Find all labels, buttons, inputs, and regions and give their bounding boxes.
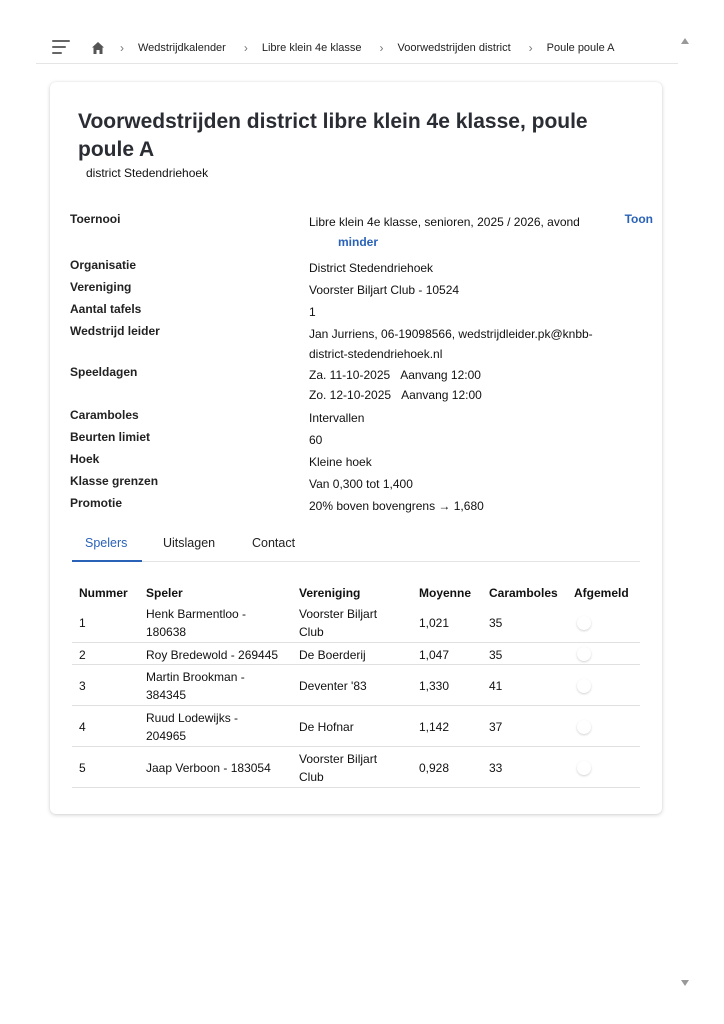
header-afgemeld: Afgemeld [574,586,629,600]
speler-number: 204965 [146,729,187,743]
table-row [72,602,640,643]
cell-moyenne: 1,330 [419,679,450,693]
table-row [72,665,640,706]
detail-value [309,324,629,364]
speler-number: 180638 [146,625,187,639]
menu-icon[interactable] [52,40,70,54]
speeldag-2-date: Zo. 12-10-2025 [309,388,392,402]
show-more-link[interactable]: Toon [624,212,653,226]
speler-number: 384345 [146,688,187,702]
detail-label: Toernooi [70,212,121,226]
detail-label: Organisatie [70,258,137,272]
vereniging-line1: De Hofnar [299,720,354,734]
detail-value: Van 0,300 tot 1,400 [309,477,413,491]
detail-toernooi [70,212,655,252]
vereniging-line1: De Boerderij [299,648,366,662]
detail-value [309,212,609,252]
active-tab-indicator [72,560,142,562]
afgemeld-toggle[interactable] [577,679,591,693]
cell-vereniging [299,750,377,786]
breadcrumb-item-voorwedstrijden[interactable]: Voorwedstrijden district [397,42,511,54]
detail-label: Caramboles [70,408,139,422]
toernooi-value: Libre klein 4e klasse, senioren, 2025 / 2026, avond [309,215,580,229]
detail-label: Wedstrijd leider [70,324,160,338]
cell-moyenne: 0,928 [419,761,450,775]
detail-value [309,365,609,405]
page-subtitle: district Stedendriehoek [86,166,209,180]
detail-label: Vereniging [70,280,132,294]
detail-value: Intervallen [309,411,365,425]
header-vereniging: Vereniging [299,586,361,600]
chevron-right-icon: › [243,41,248,55]
vereniging-line2: Club [299,625,324,639]
cell-speler [146,605,246,641]
vereniging-line1: Voorster Biljart [299,752,378,766]
cell-caramboles: 41 [489,679,503,693]
table-row [72,706,640,747]
cell-nummer: 2 [79,648,86,662]
tab-spelers[interactable]: Spelers [85,536,128,550]
cell-caramboles: 35 [489,648,503,662]
afgemeld-toggle[interactable] [577,761,591,775]
cell-nummer: 1 [79,616,86,630]
cell-nummer: 3 [79,679,86,693]
speeldag-1-start: Aanvang 12:00 [400,368,481,382]
chevron-right-icon: › [120,41,124,55]
speler-name: Jaap Verboon - 183054 [146,761,271,775]
detail-value: 1 [309,305,316,319]
speler-name: Roy Bredewold - 269445 [146,648,279,662]
breadcrumb-bar [36,32,678,64]
detail-label: Aantal tafels [70,302,142,316]
detail-value: Kleine hoek [309,455,372,469]
table-header [72,580,640,602]
scroll-up-icon[interactable] [681,38,689,44]
detail-label: Beurten limiet [70,430,151,444]
wedstrijd-leider-line2: district-stedendriehoek.nl [309,347,443,361]
speler-name: Ruud Lodewijks - [146,711,239,725]
scrollbar[interactable] [680,34,690,990]
cell-vereniging [299,605,377,641]
vereniging-line1: Voorster Biljart [299,607,378,621]
breadcrumb-item-current: Poule poule A [546,42,615,54]
header-caramboles: Caramboles [489,586,558,600]
breadcrumb [116,32,615,64]
home-icon[interactable] [91,41,105,55]
vereniging-line2: Club [299,770,324,784]
detail-label: Speeldagen [70,365,138,379]
afgemeld-toggle[interactable] [577,647,591,661]
breadcrumb-item-klasse[interactable]: Libre klein 4e klasse [261,42,362,54]
cell-speler [146,668,245,704]
speler-name: Henk Barmentloo - [146,607,247,621]
scroll-down-icon[interactable] [681,980,689,986]
tab-contact[interactable]: Contact [252,536,296,550]
detail-value: Voorster Biljart Club - 10524 [309,283,460,297]
detail-value: 20% boven bovengrens → 1,680 [309,499,484,513]
cell-moyenne: 1,047 [419,648,450,662]
tournament-card [50,82,662,814]
afgemeld-toggle[interactable] [577,616,591,630]
show-less-link[interactable]: minder [338,235,379,249]
cell-nummer: 4 [79,720,86,734]
speeldag-2-start: Aanvang 12:00 [401,388,482,402]
cell-moyenne: 1,021 [419,616,450,630]
header-nummer: Nummer [79,586,128,600]
header-speler: Speler [146,586,183,600]
page-title: Voorwedstrijden district libre klein 4e klasse, poule poule A [78,110,588,161]
cell-speler [146,709,238,745]
chevron-right-icon: › [528,41,533,55]
table-row [72,747,640,788]
detail-value: 60 [309,433,323,447]
cell-vereniging [299,677,367,695]
cell-speler [146,759,271,777]
wedstrijd-leider-line1: Jan Jurriens, 06-19098566, wedstrijdleider.pk@knbb- [309,327,593,341]
tab-uitslagen[interactable]: Uitslagen [163,536,216,550]
cell-speler [146,646,278,664]
tab-bar [72,530,640,562]
breadcrumb-item-wedstrijdkalender[interactable]: Wedstrijdkalender [138,42,226,54]
afgemeld-toggle[interactable] [577,720,591,734]
cell-caramboles: 37 [489,720,503,734]
cell-moyenne: 1,142 [419,720,450,734]
detail-value: District Stedendriehoek [309,261,434,275]
cell-caramboles: 33 [489,761,503,775]
speeldag-1-date: Za. 11-10-2025 [309,368,391,382]
detail-label: Klasse grenzen [70,474,159,488]
vereniging-line1: Deventer '83 [299,679,367,693]
header-moyenne: Moyenne [419,586,472,600]
detail-label: Promotie [70,496,123,510]
cell-vereniging [299,646,366,664]
cell-vereniging [299,718,354,736]
cell-nummer: 5 [79,761,86,775]
cell-caramboles: 35 [489,616,503,630]
table-row [72,643,640,665]
detail-label: Hoek [70,452,100,466]
speler-name: Martin Brookman - [146,670,245,684]
chevron-right-icon: › [379,41,384,55]
